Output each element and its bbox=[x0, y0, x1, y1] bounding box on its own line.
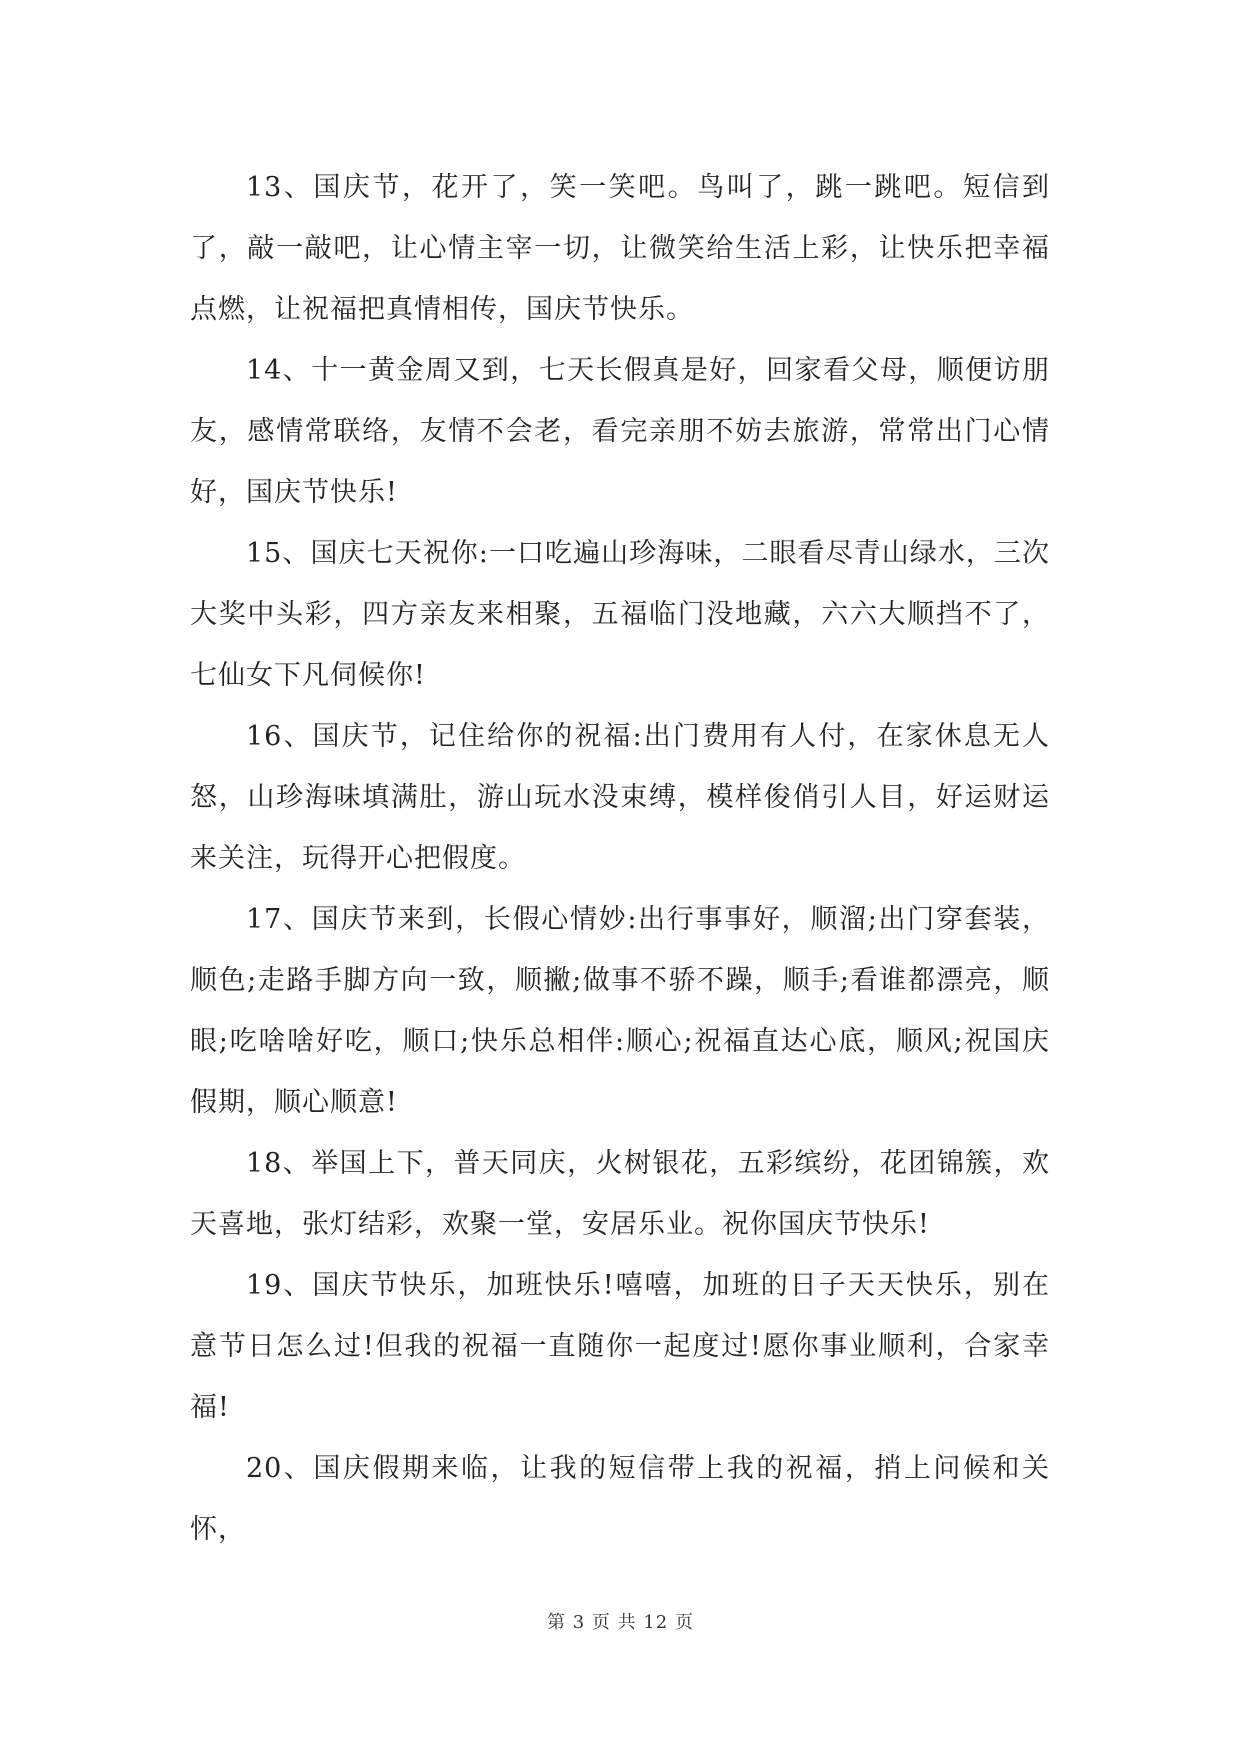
paragraph-20: 20、国庆假期来临，让我的短信带上我的祝福，捎上问候和关怀， bbox=[190, 1453, 1050, 1545]
paragraph-15: 15、国庆七天祝你:一口吃遍山珍海味，二眼看尽青山绿水，三次大奖中头彩，四方亲友来相聚，五福临门没地藏，六六大顺挡不了，七仙女下凡伺候你! bbox=[190, 538, 1050, 691]
paragraph-19: 19、国庆节快乐，加班快乐!嘻嘻，加班的日子天天快乐，别在意节日怎么过!但我的祝福一直随你一起度过!愿你事业顺利，合家幸福! bbox=[190, 1270, 1050, 1423]
paragraph-17: 17、国庆节来到，长假心情妙:出行事事好，顺溜;出门穿套装，顺色;走路手脚方向一致，顺撇;做事不骄不躁，顺手;看谁都漂亮，顺眼;吃啥啥好吃，顺口;快乐总相伴:顺心;祝福直达心底，顺风;祝国庆假期，顺心顺意! bbox=[190, 904, 1050, 1118]
paragraph-18: 18、举国上下，普天同庆，火树银花，五彩缤纷，花团锦簇，欢天喜地，张灯结彩，欢聚一堂，安居乐业。祝你国庆节快乐! bbox=[190, 1148, 1050, 1240]
document-body bbox=[190, 157, 1050, 1560]
page-footer: 第 3 页 共 12 页 bbox=[547, 1612, 694, 1633]
paragraph-13: 13、国庆节，花开了，笑一笑吧。鸟叫了，跳一跳吧。短信到了，敲一敲吧，让心情主宰一切，让微笑给生活上彩，让快乐把幸福点燃，让祝福把真情相传，国庆节快乐。 bbox=[190, 172, 1050, 325]
paragraph-14: 14、十一黄金周又到，七天长假真是好，回家看父母，顺便访朋友，感情常联络，友情不会老，看完亲朋不妨去旅游，常常出门心情好，国庆节快乐! bbox=[190, 355, 1050, 508]
paragraph-16: 16、国庆节，记住给你的祝福:出门费用有人付，在家休息无人怒，山珍海味填满肚，游山玩水没束缚，模样俊俏引人目，好运财运来关注，玩得开心把假度。 bbox=[190, 721, 1050, 874]
